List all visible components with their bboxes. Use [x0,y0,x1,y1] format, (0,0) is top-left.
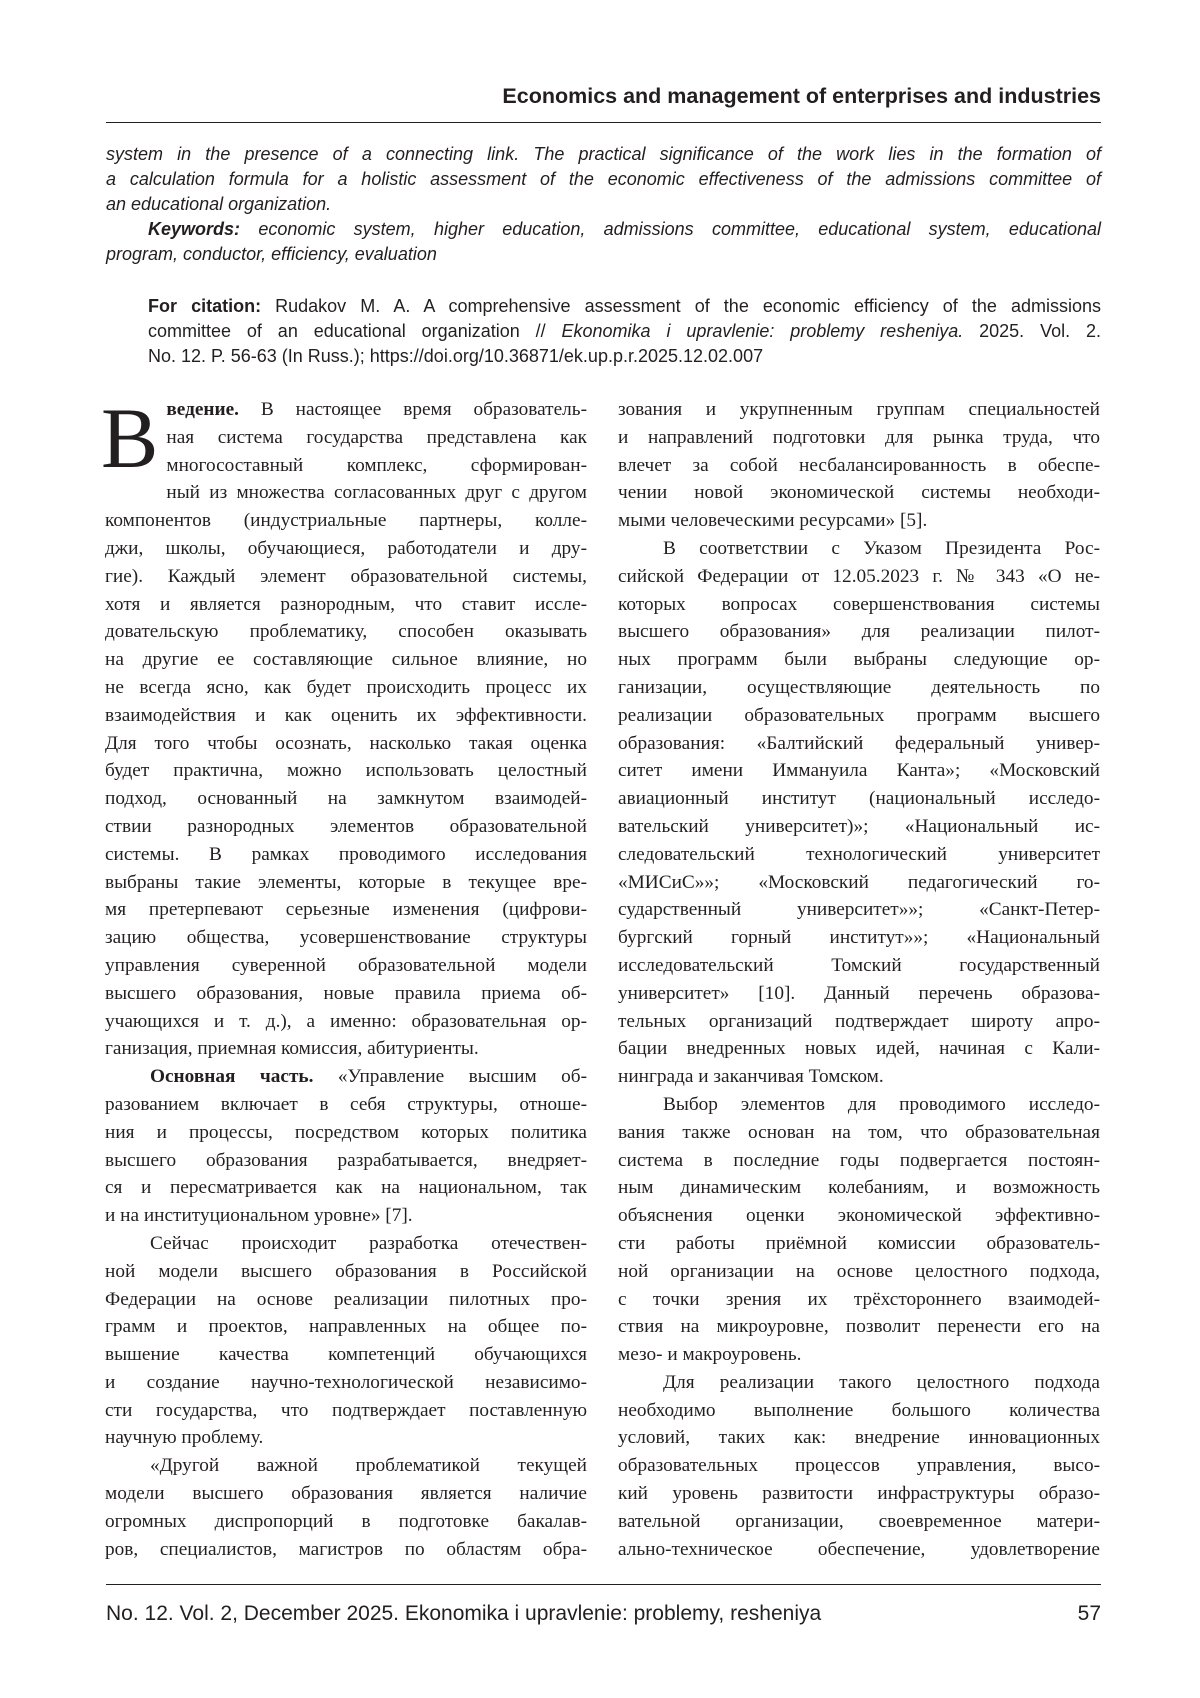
text-line: ния и процессы, посредством которых политика [105,1119,587,1147]
left-column [105,396,587,1563]
text-line: сийской Федерации от 12.05.2023 г. № 343 «О не- [618,563,1100,591]
citation-label: For citation: [148,296,261,316]
text-line [105,1063,587,1091]
text-line: ная система государства представлена как [105,424,587,452]
text-run: В настоящее время образователь- [239,399,587,420]
text-line: влечет за собой несбалансированность в обеспе- [618,452,1100,480]
text-line: Федерации на основе реализации пилотных про- [105,1286,587,1314]
text-line: хотя и является разнородным, что ставит иссле- [105,591,587,619]
text-line: следовательский технологический университет [618,841,1100,869]
citation [106,294,1101,369]
paragraph [618,535,1100,1091]
text-line: вания также основан на том, что образовательная [618,1119,1100,1147]
text-line: образовательных процессов управления, высо- [618,1452,1100,1480]
text-line: образования: «Балтийский федеральный универ- [618,730,1100,758]
header-rule [106,122,1101,123]
text-line: ально-техническое обеспечение, удовлетворение [618,1536,1100,1564]
section-lead: Основная часть. [150,1066,313,1087]
keywords-line [106,217,1101,242]
text-line: разованием включает в себя структуры, отноше- [105,1091,587,1119]
text-line: «Другой важной проблематикой текущей [105,1452,587,1480]
abstract-line: a calculation formula for a holistic assessment of the economic effectiveness of the admissions committee of [106,167,1101,192]
text-line: ся и пересматривается как на национальном, так [105,1174,587,1202]
text-line: и направлений подготовки для рынка труда, что [618,424,1100,452]
text-line [105,396,587,424]
keywords-line: program, conductor, efficiency, evaluation [106,242,1101,267]
text-line: кий уровень развитости инфраструктуры образо- [618,1480,1100,1508]
text-line: ров, специалистов, магистров по областям обра- [105,1536,587,1564]
right-column [618,396,1100,1563]
text-line: университет» [10]. Данный перечень образова- [618,980,1100,1008]
citation-line [106,319,1101,344]
text-line: нинграда и заканчивая Томском. [618,1063,1100,1091]
text-line: довательскую проблематику, способен оказывать [105,618,587,646]
footer-rule [106,1584,1101,1585]
text-line: реализации образовательных программ высшего [618,702,1100,730]
text-line: необходимо выполнение большого количества [618,1397,1100,1425]
text-line: сти государства, что подтверждает поставленную [105,1397,587,1425]
text-line: Для реализации такого целостного подхода [618,1369,1100,1397]
text-line: Для того чтобы осознать, насколько такая оценка [105,730,587,758]
text-line: джи, школы, обучающиеся, работодатели и дру- [105,535,587,563]
text-line: научную проблему. [105,1424,587,1452]
text-line: тельных организаций подтверждает широту апро- [618,1008,1100,1036]
text-line: сти работы приёмной комиссии образователь- [618,1230,1100,1258]
paragraph [105,1452,587,1563]
text-line: высшего образования, новые правила приема об- [105,980,587,1008]
text-line: исследовательский Томский государственный [618,952,1100,980]
text-line: вательной организации, своевременное матери- [618,1508,1100,1536]
text-line: ной модели высшего образования в Российской [105,1258,587,1286]
text-line: сударственный университет»»; «Санкт-Петер- [618,896,1100,924]
text-line: взаимодействия и как оценить их эффективности. [105,702,587,730]
text-line: бургский горный институт»»; «Национальный [618,924,1100,952]
citation-text: 2025. Vol. 2. [963,321,1101,341]
text-line: ных программ были выбраны следующие ор- [618,646,1100,674]
text-line: зования и укрупненным группам специальностей [618,396,1100,424]
citation-line [106,294,1101,319]
citation-text: committee of an educational organization // [148,321,562,341]
text-line: ствии разнородных элементов образовательной [105,813,587,841]
text-line: многосоставный комплекс, сформирован- [105,452,587,480]
text-line: вышение качества компетенций обучающихся [105,1341,587,1369]
text-line: системы. В рамках проводимого исследования [105,841,587,869]
text-line: модели высшего образования является наличие [105,1480,587,1508]
text-line: «МИСиС»»; «Московский педагогический го- [618,869,1100,897]
text-line: авиационный институт (национальный исследо- [618,785,1100,813]
text-line: учающихся и т. д.), а именно: образовательная ор- [105,1008,587,1036]
text-line: выбраны такие элементы, которые в текущее вре- [105,869,587,897]
text-line: ганизации, осуществляющие деятельность по [618,674,1100,702]
text-line: ным динамическим колебаниям, и возможность [618,1174,1100,1202]
text-line: ный из множества согласованных друг с другом [105,479,587,507]
text-line: Сейчас происходит разработка отечествен- [105,1230,587,1258]
text-line: Выбор элементов для проводимого исследо- [618,1091,1100,1119]
text-line: бации внедренных новых идей, начиная с Кали- [618,1035,1100,1063]
text-line: на другие ее составляющие сильное влияние, но [105,646,587,674]
text-line: ствия на микроуровне, позволит перенести его на [618,1313,1100,1341]
text-line: чении новой экономической системы необходи- [618,479,1100,507]
text-line: подход, основанный на замкнутом взаимодей- [105,785,587,813]
text-line: и на институциональном уровне» [7]. [105,1202,587,1230]
text-line: ной организации на основе целостного подхода, [618,1258,1100,1286]
abstract [106,142,1101,267]
text-line: система в последние годы подвергается постоян- [618,1147,1100,1175]
text-line: с точки зрения их трёхстороннего взаимодей- [618,1286,1100,1314]
keywords-label: Keywords: [148,219,240,239]
paragraph [618,396,1100,535]
text-line: мя претерпевают серьезные изменения (цифрови- [105,896,587,924]
abstract-line: system in the presence of a connecting link. The practical significance of the work lies in the formation of [106,142,1101,167]
text-line: зацию общества, усовершенствование структуры [105,924,587,952]
text-line: вательский университет)»; «Национальный ис- [618,813,1100,841]
text-line: грамм и проектов, направленных на общее по- [105,1313,587,1341]
abstract-line: an educational organization. [106,192,1101,217]
text-line: мезо- и макроуровень. [618,1341,1100,1369]
footer-journal: No. 12. Vol. 2, December 2025. Ekonomika i upravlenie: problemy, resheniya [106,1602,821,1626]
section-lead: ведение. [166,399,239,420]
paragraph [618,1091,1100,1369]
text-line: объяснения оценки экономической эффективно- [618,1202,1100,1230]
paragraph [618,1369,1100,1564]
text-line: управления суверенной образовательной модели [105,952,587,980]
text-line: гие). Каждый элемент образовательной системы, [105,563,587,591]
text-line: ганизация, приемная комиссия, абитуриенты. [105,1035,587,1063]
text-line: огромных диспропорций в подготовке бакалав- [105,1508,587,1536]
text-line: компонентов (индустриальные партнеры, колле- [105,507,587,535]
paragraph [105,1063,587,1230]
text-line: которых вопросах совершенствования системы [618,591,1100,619]
page-number: 57 [1078,1602,1101,1626]
text-line: ситет имени Иммануила Канта»; «Московский [618,757,1100,785]
running-header: Economics and management of enterprises and industries [106,84,1101,109]
text-line: не всегда ясно, как будет происходить процесс их [105,674,587,702]
text-run: «Управление высшим об- [313,1066,587,1087]
text-line: мыми человеческими ресурсами» [5]. [618,507,1100,535]
drop-cap: В [101,402,158,480]
text-line: будет практична, можно использовать целостный [105,757,587,785]
page-footer [106,1602,1101,1626]
citation-line[interactable]: No. 12. P. 56-63 (In Russ.); https://doi.org/10.36871/ek.up.p.r.2025.12.02.007 [106,344,1101,369]
text-line: высшего образования разрабатывается, внедряет- [105,1147,587,1175]
text-line: и создание научно-технологической независимо- [105,1369,587,1397]
citation-text: Rudakov M. A. A comprehensive assessment of the economic efficiency of the admissions [275,296,1101,316]
keywords-text: economic system, higher education, admissions committee, educational system, educational [258,219,1101,239]
paragraph [105,396,587,1063]
text-line: условий, таких как: внедрение инновационных [618,1424,1100,1452]
text-line: В соответствии с Указом Президента Рос- [618,535,1100,563]
paragraph [105,1230,587,1452]
citation-journal: Ekonomika i upravlenie: problemy resheniya. [562,321,964,341]
text-line: высшего образования» для реализации пилот- [618,618,1100,646]
